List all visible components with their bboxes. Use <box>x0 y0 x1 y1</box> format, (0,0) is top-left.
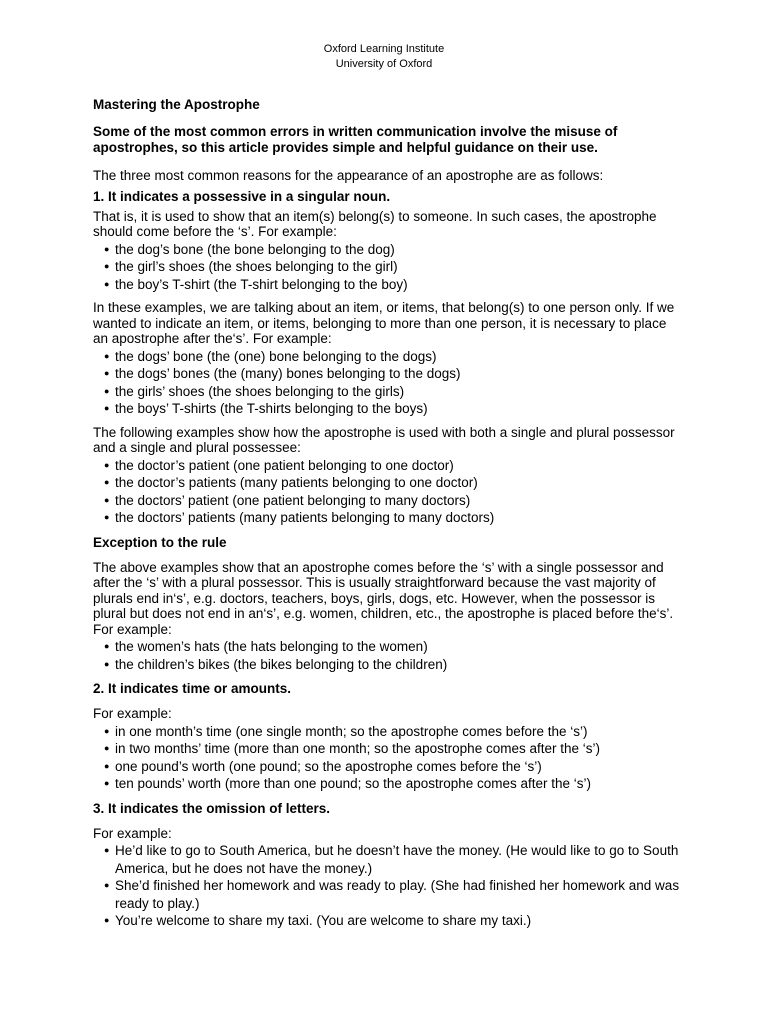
list-item: ● the women’s hats (the hats belonging to the women) <box>104 639 428 654</box>
section-2-heading: 2. It indicates time or amounts. <box>93 681 292 696</box>
bullet-icon: ● <box>104 385 110 396</box>
section-3-list <box>93 842 683 930</box>
list-item: ● the doctor’s patients (many patients belonging to one doctor) <box>104 475 478 490</box>
bullet-icon: ● <box>104 880 110 890</box>
section-1-list-2 <box>93 348 683 418</box>
bullet-icon: ● <box>104 641 110 651</box>
list-item: ● the boy’s T-shirt (the T-shirt belonging to the boy) <box>104 276 408 292</box>
list-item: ● She’d finished her homework and was ready to play. (She had finished her homework and was ready to play.) <box>104 878 680 911</box>
bullet-icon: ● <box>104 477 110 487</box>
exception-paragraph: The above examples show that an apostrophe comes before the ‘s’ with a single possessor and after the ‘s’ with a plural possessor. This is usually straightforward because the vast majority of plurals end in‘s’, e.g. doctors, teachers, boys, girls, dogs, etc. However, when the possessor is plural but does not end in an‘s’, e.g. women, children, etc., the apostrophe is placed before the‘s’. For example: <box>93 559 674 637</box>
list-item: ● the doctor’s patient (one patient belonging to one doctor) <box>104 457 454 473</box>
list-item: ● the girl’s shoes (the shoes belonging to the girl) <box>104 259 398 274</box>
exception-list <box>93 638 683 673</box>
bullet-icon: ● <box>104 243 110 254</box>
section-1-paragraph-2: In these examples, we are talking about an item, or items, that belong(s) to one person only. If we wanted to indicate an item, or items, belonging to more than one person, it is necessary to place an apostrophe after the‘s’. For example: <box>93 300 675 346</box>
bullet-icon: ● <box>104 459 110 470</box>
section-1-list-1 <box>93 241 683 294</box>
document-header <box>0 42 768 71</box>
bullet-icon: ● <box>104 778 110 788</box>
bullet-icon: ● <box>104 494 110 505</box>
bullet-icon: ● <box>104 512 110 522</box>
list-item: ● ten pounds’ worth (more than one pound; so the apostrophe comes after the ‘s’) <box>104 776 592 791</box>
section-1-paragraph-1: That is, it is used to show that an item(s) belong(s) to someone. In such cases, the apostrophe should come before the ‘s’. For example: <box>93 208 657 239</box>
bullet-icon: ● <box>104 743 110 753</box>
list-item: ● You’re welcome to share my taxi. (You are welcome to share my taxi.) <box>104 913 532 928</box>
list-item: ● the children’s bikes (the bikes belonging to the children) <box>104 656 448 672</box>
document-body <box>93 96 683 930</box>
exception-heading: Exception to the rule <box>93 534 227 550</box>
bullet-icon: ● <box>104 658 110 669</box>
institute-name: Oxford Learning Institute <box>323 43 445 55</box>
section-1-paragraph-3: The following examples show how the apostrophe is used with both a single and plural possessor and a single and plural possessee: <box>93 424 675 455</box>
intro-paragraph: Some of the most common errors in written communication involve the misuse of apostrophes, so this article provides simple and helpful guidance on their use. <box>93 124 618 155</box>
list-item: ● the doctors’ patient (one patient belonging to many doctors) <box>104 492 471 508</box>
bullet-icon: ● <box>104 261 110 271</box>
section-3-paragraph: For example: <box>93 825 172 841</box>
list-item: ● He’d like to go to South America, but he doesn’t have the money. (He would like to go to South America, but he does not have the money.) <box>104 843 679 876</box>
university-name: University of Oxford <box>335 57 433 70</box>
bullet-icon: ● <box>104 760 110 771</box>
list-item: ● the dogs’ bone (the (one) bone belonging to the dogs) <box>104 348 437 364</box>
bullet-icon: ● <box>104 915 110 925</box>
document-title: Mastering the Apostrophe <box>93 97 260 112</box>
lead-paragraph: The three most common reasons for the appearance of an apostrophe are as follows: <box>93 168 604 183</box>
list-item: ● the girls’ shoes (the shoes belonging to the girls) <box>104 383 405 399</box>
list-item: ● one pound’s worth (one pound; so the apostrophe comes before the ‘s’) <box>104 758 542 774</box>
list-item: ● in one month’s time (one single month; so the apostrophe comes before the ‘s’) <box>104 723 588 739</box>
list-item: ● the dog’s bone (the bone belonging to the dog) <box>104 241 395 257</box>
bullet-icon: ● <box>104 350 110 361</box>
list-item: ● in two months’ time (more than one month; so the apostrophe comes after the ‘s’) <box>104 741 600 756</box>
list-item: ● the dogs’ bones (the (many) bones belonging to the dogs) <box>104 366 461 381</box>
bullet-icon: ● <box>104 403 110 413</box>
list-item: ● the doctors’ patients (many patients belonging to many doctors) <box>104 510 495 525</box>
list-item: ● the boys’ T-shirts (the T-shirts belonging to the boys) <box>104 401 428 416</box>
bullet-icon: ● <box>104 725 110 736</box>
section-1-heading: 1. It indicates a possessive in a singular noun. <box>93 188 391 204</box>
section-2-list <box>93 723 683 793</box>
section-3-heading: 3. It indicates the omission of letters. <box>93 800 331 816</box>
section-1-list-3 <box>93 457 683 527</box>
section-2-paragraph: For example: <box>93 706 172 721</box>
bullet-icon: ● <box>104 845 110 855</box>
bullet-icon: ● <box>104 368 110 378</box>
bullet-icon: ● <box>104 278 110 289</box>
